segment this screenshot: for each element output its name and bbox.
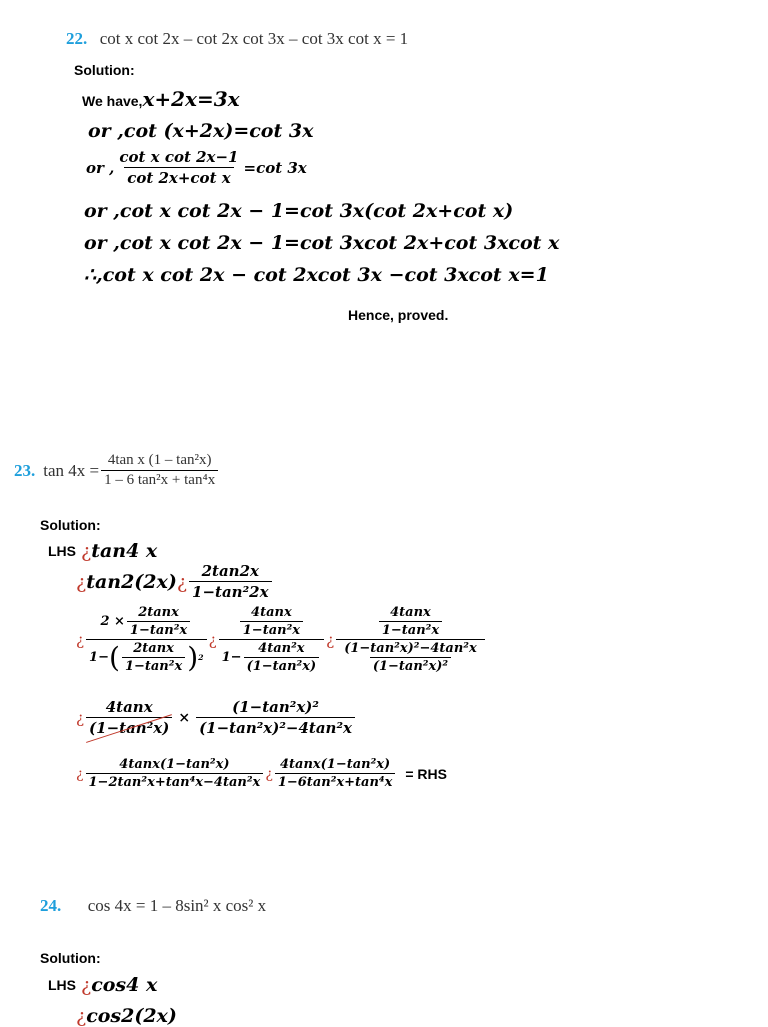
q23-line5-mark2: ¿ — [265, 765, 273, 782]
q23-line3a-square: 2 — [198, 653, 204, 662]
q23-line3c-num-num: 4tanx — [390, 605, 431, 620]
q22-step1 — [82, 87, 240, 111]
q23-line3b-num-fraction — [240, 605, 303, 638]
q24-header — [40, 896, 266, 916]
q23-line3c-den-fraction — [341, 641, 480, 674]
q22-we-have: We have, — [82, 93, 143, 109]
q22-step2: or ,cot (x+2x)=cot 3x — [88, 120, 314, 142]
q22-hence-proved: Hence, proved. — [348, 307, 449, 323]
q23-line3a-one: 1− — [89, 650, 109, 665]
q23-line3b-denominator — [219, 639, 325, 674]
q22-solution-label: Solution: — [74, 62, 135, 78]
q23-line5-fraction-b — [275, 757, 396, 790]
q23-line3 — [76, 605, 487, 674]
q24-line1 — [48, 974, 157, 996]
q23-line4b-numerator: (1−tan²x)² — [232, 698, 319, 716]
q23-statement-numerator: 4tan x (1 – tan²x) — [107, 452, 212, 468]
q23-number: 23. — [14, 460, 36, 480]
q24-line2-expr: cos2(2x) — [86, 1005, 177, 1027]
q23-line2-numerator: 2tan2x — [201, 562, 259, 580]
q23-line3b-one: 1− — [221, 650, 242, 665]
q23-line4-mark: ¿ — [76, 708, 85, 727]
q23-line2-fraction — [189, 562, 272, 601]
q23-line3-fraction-b — [219, 605, 325, 674]
q23-line3a-inner-den: 1−tan²x — [127, 621, 190, 638]
q23-line5a-denominator: 1−2tan²x+tan⁴x−4tan²x — [86, 773, 264, 790]
q22-step3 — [86, 148, 307, 187]
q23-line1 — [48, 540, 157, 562]
q22-step3-denominator: cot 2x+cot x — [124, 167, 233, 187]
q23-line3-fraction-a — [86, 605, 207, 674]
q22-step3-or: or , — [86, 158, 115, 177]
q23-line4 — [76, 698, 357, 737]
q23-line3b-num-num: 4tanx — [251, 605, 292, 620]
q23-line3c-num-den: 1−tan²x — [379, 621, 442, 638]
q23-line5b-denominator: 1−6tan²x+tan⁴x — [275, 773, 396, 790]
q23-line3a-denominator: 1− ( $\frac{2\tan x}{\text{1−tan²x}}$ ) 2 — [86, 639, 207, 674]
q22-step3-numerator: cot x cot 2x−1 — [119, 148, 239, 166]
q22-step6: ∴,cot x cot 2x − cot 2xcot 3x −cot 3xcot x=1 — [84, 264, 549, 286]
q23-line3a-inner-fraction — [127, 605, 190, 638]
q23-solution-label: Solution: — [40, 517, 101, 533]
q23-line3b-den-num: 4tan²x — [258, 641, 305, 656]
q23-statement-fraction — [101, 452, 218, 489]
q23-line3a-den-num: 2tanx — [133, 641, 174, 656]
q23-line2-denominator: 1−tan²2x — [189, 581, 272, 601]
q24-line1-expr: cos4 x — [91, 974, 158, 996]
q22-step3-fraction — [116, 148, 241, 187]
q23-line5 — [76, 757, 447, 790]
q23-line4a-numerator: 4tanx — [105, 698, 153, 716]
q23-line3c-den-num: (1−tan²x)²−4tan²x — [344, 641, 477, 656]
q22-step1-expr: x+2x=3x — [142, 87, 240, 111]
q23-line2-mark2: ¿ — [176, 570, 188, 593]
q24-line2-mark: ¿ — [76, 1005, 87, 1027]
q22-statement: cot x cot 2x – cot 2x cot 3x – cot 3x cot x = 1 — [99, 29, 409, 48]
q23-statement-denominator: 1 – 6 tan²x + tan⁴x — [101, 470, 218, 489]
q23-line4-fraction-b — [196, 698, 355, 737]
q23-lhs-label: LHS — [48, 543, 76, 559]
q23-line5b-numerator: 4tanx(1−tan²x) — [279, 757, 391, 772]
q23-line4a-denominator: (1−tan²x) — [86, 717, 172, 737]
q23-line5-mark: ¿ — [76, 765, 84, 782]
q23-line3b-num-den: 1−tan²x — [240, 621, 303, 638]
q23-line1-expr: tan4 x — [91, 540, 158, 562]
q23-line3c-den-den: (1−tan²x)² — [370, 657, 451, 674]
q22-step4: or ,cot x cot 2x − 1=cot 3x(cot 2x+cot x) — [84, 200, 514, 222]
q24-solution-label: Solution: — [40, 950, 101, 966]
q24-number: 24. — [40, 896, 62, 915]
q23-line3a-numerator — [97, 605, 195, 639]
q24-lhs-label: LHS — [48, 977, 76, 993]
q24-line1-mark: ¿ — [81, 974, 92, 996]
q23-line3a-two: 2 × — [100, 614, 125, 629]
q23-line3b-den-den: (1−tan²x) — [244, 657, 320, 674]
q23-line3-mark3: ¿ — [326, 630, 335, 649]
q23-line3a-den-fraction — [122, 641, 185, 674]
q23-line5a-numerator: 4tanx(1−tan²x) — [119, 757, 230, 772]
q22-step5: or ,cot x cot 2x − 1=cot 3xcot 2x+cot 3xcot x — [84, 232, 560, 254]
q23-line4b-denominator: (1−tan²x)²−4tan²x — [196, 717, 355, 737]
q23-line4-times: × — [178, 709, 191, 726]
q23-line5-fraction-a — [86, 757, 264, 790]
q23-line2 — [76, 562, 274, 601]
q23-rhs-label: = RHS — [405, 765, 447, 782]
q23-lhs: tan 4x = — [43, 460, 100, 480]
q22-step3-rhs: =cot 3x — [243, 158, 307, 177]
q23-line3-mark2: ¿ — [208, 630, 217, 649]
q23-line3c-numerator — [374, 605, 447, 639]
q23-line3c-denominator — [336, 639, 485, 674]
q22-header — [66, 29, 408, 49]
q23-line3-mark: ¿ — [76, 630, 85, 649]
q23-line3b-numerator — [235, 605, 308, 639]
q22-number: 22. — [66, 29, 88, 48]
q23-line3a-inner-num: 2tanx — [138, 605, 179, 620]
q23-line2-expr: tan2(2x) — [86, 570, 177, 593]
q23-line3b-den-fraction — [244, 641, 320, 674]
q23-line3a-den-den: 1−tan²x — [122, 657, 185, 674]
q23-header — [14, 452, 220, 489]
q23-line4-fraction-a — [86, 698, 172, 737]
q23-line3-fraction-c — [336, 605, 485, 674]
q23-line2-mark: ¿ — [76, 570, 87, 593]
q23-line1-mark: ¿ — [81, 540, 92, 562]
q24-statement: cos 4x = 1 – 8sin² x cos² x — [87, 896, 267, 915]
q23-line3c-num-fraction — [379, 605, 442, 638]
